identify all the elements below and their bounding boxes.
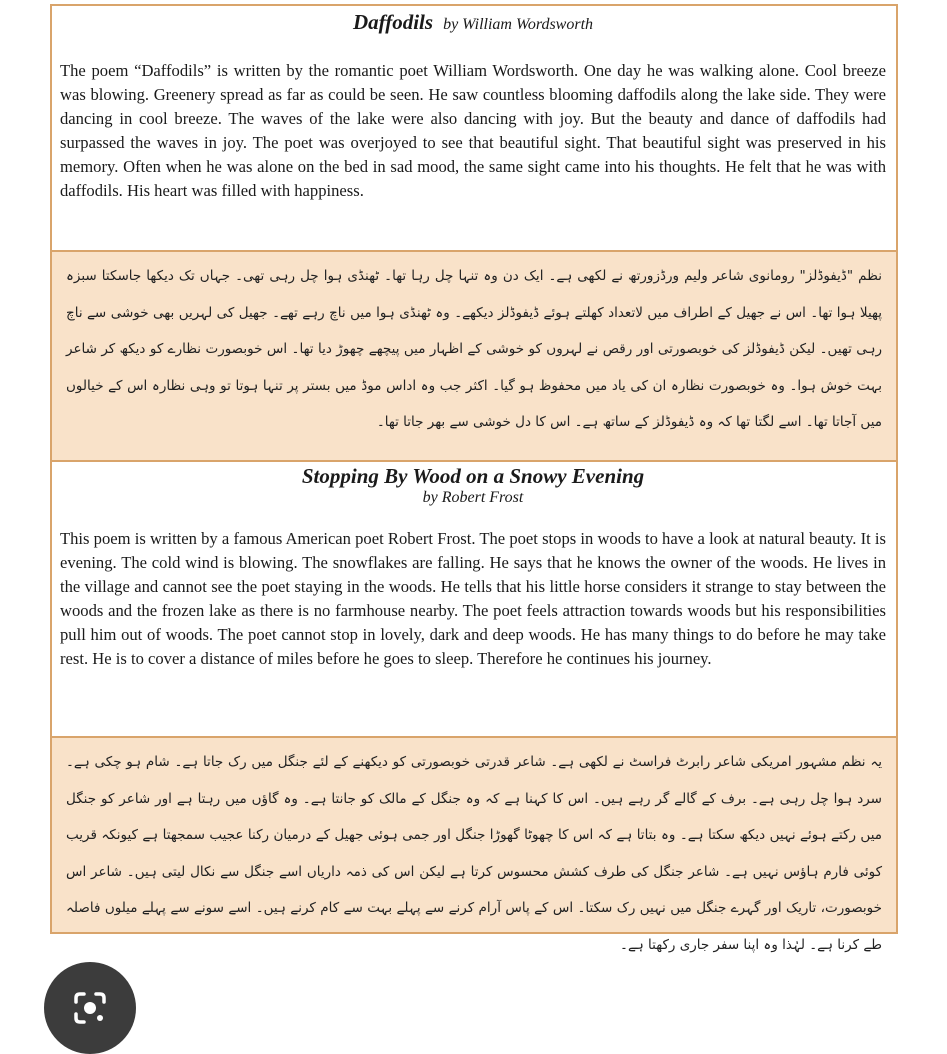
stopping-author: by Robert Frost xyxy=(422,489,524,506)
stopping-urdu-section xyxy=(52,736,896,953)
daffodils-english-text: The poem “Daffodils” is written by the romantic poet William Wordsworth. One day he was walking alone. Cool breeze was blowing. Greenery spread as far as could be seen. He saw countless blooming daffodils along the lake side. They were dancing in cool breeze. The waves of the lake were also dancing with joy. But the beauty and dance of daffodils had surpassed the waves in joy. The poet was overjoyed to see that beautiful sight. That beautiful sight was preserved in his memory. Often when he was alone on the bed in sad mood, the same sight came into his thoughts. He felt that he was with daffodils. His heart was filled with happiness. xyxy=(60,61,886,200)
daffodils-title: Daffodils xyxy=(352,10,434,34)
daffodils-author: by William Wordsworth xyxy=(443,16,594,33)
daffodils-urdu-text: نظم "ڈیفوڈلز" رومانوی شاعر ولیم ورڈزورتھ نے لکھی ہے۔ ایک دن وہ تنہا چل رہا تھا۔ ٹھنڈی ہوا چل رہی تھی۔ جہاں تک دیکھا جاسکتا سبزہ پھیلا ہوا تھا۔ اس نے جھیل کے اطراف میں لاتعداد کھلتے ہوئے ڈیفوڈلز دیکھے۔ وہ ٹھنڈی ہوا میں ناچ رہے تھے۔ جھیل کی لہریں بھی خوشی سے ناچ رہی تھیں۔ لیکن ڈیفوڈلز کی خوبصورتی اور رقص نے لہروں کو خوشی کے اظہار میں پیچھے چھوڑ دیا تھا۔ اس خوبصورت نظارے کو دیکھ کر شاعر بہت خوش ہوا۔ وہ خوبصورت نظارہ ان کی یاد میں محفوظ ہو گیا۔ اکثر جب وہ اداس موڈ میں بستر پر تنہا ہوتا تو وہی نظارہ اس کے خیالوں میں آجاتا تھا۔ اسے لگتا تھا کہ وہ ڈیفوڈلز کے ساتھ ہے۔ اس کا دل خوشی سے بھر جاتا تھا۔ xyxy=(66,268,882,430)
stopping-english-text: This poem is written by a famous American poet Robert Frost. The poet stops in woods to have a look at natural beauty. It is evening. The cold wind is blowing. The snowflakes are falling. He says that he knows the owner of the woods. He lives in the village and cannot see the poet staying in the woods. He tells that his little horse considers it strange to stay between the woods and the frozen lake as there is no farmhouse nearby. The poet feels attraction towards woods but his responsibilities pull him out of woods. The poet cannot stop in lovely, dark and deep woods. He has many things to do before he may take rest. He is to cover a distance of miles before he goes to sleep. Therefore he continues his journey. xyxy=(60,529,886,668)
daffodils-english-section xyxy=(52,6,896,250)
daffodils-urdu-section xyxy=(52,250,896,462)
stopping-english-section xyxy=(52,462,896,736)
lens-search-button[interactable] xyxy=(44,962,136,1054)
stopping-title: Stopping By Wood on a Snowy Evening xyxy=(301,464,645,488)
camera-search-icon xyxy=(70,988,110,1028)
stopping-urdu-text: یہ نظم مشہور امریکی شاعر رابرٹ فراسٹ نے لکھی ہے۔ شاعر قدرتی خوبصورتی کو دیکھنے کے لئے جنگل میں رک جاتا ہے۔ شام ہو چکی ہے۔ سرد ہوا چل رہی ہے۔ برف کے گالے گر رہے ہیں۔ اس کا کہنا ہے کہ وہ جنگل کے مالک کو جانتا ہے۔ وہ گاؤں میں رہتا ہے اور شاعر کو جنگل میں رکتے ہوئے نہیں دیکھ سکتا ہے۔ وہ بتاتا ہے کہ اس کا چھوٹا گھوڑا جنگل اور جمی ہوئی جھیل کے درمیان رکنا عجیب سمجھتا ہے کیونکہ قریب کوئی فارم ہاؤس نہیں ہے۔ شاعر جنگل کی طرف کشش محسوس کرتا ہے لیکن اس کی ذمہ داریاں اسے جنگل سے نکال لیتی ہیں۔ شاعر اس خوبصورت، تاریک اور گہرے جنگل میں نہیں رک سکتا۔ اس کے پاس آرام کرنے سے پہلے بہت سے کام کرنے ہیں۔ اسے سونے سے پہلے میلوں فاصلہ طے کرنا ہے۔ لہٰذا وہ اپنا سفر جاری رکھتا ہے۔ xyxy=(66,754,882,953)
document-page xyxy=(50,4,898,953)
daffodils-heading xyxy=(60,10,886,35)
